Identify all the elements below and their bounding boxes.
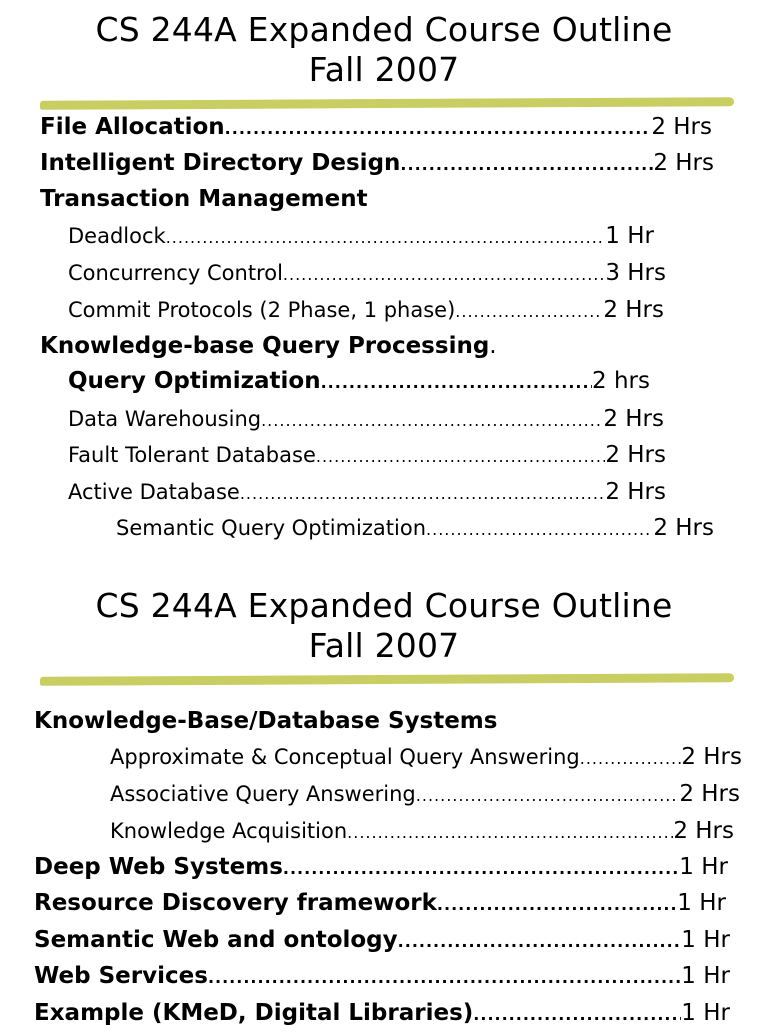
- leader-dots: [166, 220, 606, 256]
- title-rule: [40, 673, 734, 686]
- leader-dots: [455, 294, 603, 330]
- outline-item-resource-discovery-framework: [34, 885, 726, 921]
- outline-item-approximate-conceptual-query-answering: [110, 739, 742, 775]
- outline-item-label: Semantic Query Optimization: [116, 516, 427, 540]
- leader-dots: [416, 778, 680, 814]
- leader-dots: [225, 111, 652, 147]
- outline-item-concurrency-control: [68, 255, 666, 291]
- slide-title-line2: Fall 2007: [308, 626, 460, 665]
- outline-item-deadlock: [68, 218, 654, 254]
- outline-item-example-kmed-digital-libraries: [34, 995, 730, 1031]
- outline-item-label: Example (KMeD, Digital Libraries): [34, 1000, 474, 1026]
- outline-item-fault-tolerant-database: [68, 437, 666, 473]
- outline-item-hours: 2 Hrs: [653, 515, 714, 541]
- outline-item-hours: 1 Hr: [681, 963, 730, 989]
- outline-item-label: Fault Tolerant Database: [68, 443, 316, 467]
- outline-item-hours: 2 Hrs: [679, 781, 740, 807]
- outline-item-active-database: [68, 474, 666, 510]
- leader-dots: [283, 851, 679, 887]
- slide-2: [0, 578, 768, 1026]
- outline-item-hours: 2 Hrs: [673, 818, 734, 844]
- outline-item-label: Data Warehousing: [68, 407, 262, 431]
- slide-title: [0, 0, 768, 90]
- outline-item-hours: 2 Hrs: [653, 150, 714, 176]
- outline-item-intelligent-directory-design: [40, 145, 714, 181]
- outline-item-hours: 2 hrs: [592, 368, 650, 394]
- outline-item-hours: 2 Hrs: [605, 479, 666, 505]
- outline-item-label: Deep Web Systems: [34, 854, 283, 880]
- leader-dots: [398, 924, 682, 960]
- leader-dots: [347, 815, 673, 851]
- outline-item-associative-query-answering: [110, 776, 740, 812]
- outline-item-deep-web-systems: [34, 849, 728, 885]
- outline-item-label: Knowledge Acquisition: [110, 819, 348, 843]
- outline-item-hours: 1 Hr: [681, 1000, 730, 1026]
- outline-item-hours: 1 Hr: [679, 854, 728, 880]
- outline-item-label: Active Database: [68, 480, 240, 504]
- outline-item-label: Deadlock: [68, 224, 166, 248]
- leader-dots: [321, 365, 592, 401]
- outline-item-hours: 2 Hrs: [603, 406, 664, 432]
- outline-item-label: Commit Protocols (2 Phase, 1 phase): [68, 298, 456, 322]
- outline-item-label: File Allocation: [40, 114, 225, 140]
- leader-dots: [400, 147, 653, 183]
- outline-heading-knowledge-base-query-processing: [40, 328, 497, 364]
- outline-item-label: Semantic Web and ontology: [34, 927, 398, 953]
- outline-item-hours: 1 Hr: [605, 223, 654, 249]
- outline-item-data-warehousing: [68, 401, 664, 437]
- leader-dots: [208, 960, 681, 996]
- leader-dots: [473, 997, 681, 1033]
- outline-item-label: Resource Discovery framework: [34, 890, 437, 916]
- title-rule: [40, 97, 734, 110]
- leader-dots: [426, 512, 653, 548]
- outline-item-hours: 2 Hrs: [603, 297, 664, 323]
- leader-dots: [316, 439, 605, 475]
- outline-item-hours: 2 Hrs: [651, 114, 712, 140]
- outline-item-web-services: [34, 958, 730, 994]
- outline-heading-transaction-management: [40, 181, 368, 217]
- outline-item-semantic-web-and-ontology: [34, 922, 730, 958]
- outline-heading-label: Transaction Management: [40, 186, 368, 212]
- outline-item-hours: 1 Hr: [677, 890, 726, 916]
- leader-dots: [240, 476, 605, 512]
- leader-dots: [437, 887, 677, 923]
- outline-heading-knowledge-base-database-systems: [34, 703, 497, 739]
- outline-item-query-optimization: [68, 363, 650, 399]
- outline-item-label: Associative Query Answering: [110, 782, 416, 806]
- outline-item-hours: 2 Hrs: [681, 744, 742, 770]
- outline-item-semantic-query-optimization: [116, 510, 714, 546]
- outline-item-label: Concurrency Control: [68, 261, 283, 285]
- outline-heading-label: Knowledge-base Query Processing: [40, 333, 490, 359]
- leader-dots: [283, 257, 605, 293]
- outline-heading-trailing-mark: .: [489, 333, 497, 359]
- outline-item-label: Web Services: [34, 963, 208, 989]
- outline-item-label: Query Optimization: [68, 368, 321, 394]
- leader-dots: [261, 403, 603, 439]
- outline-item-commit-protocols: [68, 292, 664, 328]
- slide-title-line1: CS 244A Expanded Course Outline: [95, 586, 673, 625]
- outline-item-file-allocation: [40, 109, 712, 145]
- slide-title-line2: Fall 2007: [308, 50, 460, 89]
- outline-item-knowledge-acquisition: [110, 813, 734, 849]
- outline-heading-label: Knowledge-Base/Database Systems: [34, 708, 498, 734]
- outline-item-label: Approximate & Conceptual Query Answering: [110, 745, 580, 769]
- outline-item-hours: 2 Hrs: [605, 442, 666, 468]
- slide-title-line1: CS 244A Expanded Course Outline: [95, 10, 673, 49]
- outline-item-hours: 1 Hr: [681, 927, 730, 953]
- slide-title: [0, 578, 768, 666]
- leader-dots: [580, 741, 682, 777]
- outline-item-hours: 3 Hrs: [605, 260, 666, 286]
- outline-item-label: Intelligent Directory Design: [40, 150, 401, 176]
